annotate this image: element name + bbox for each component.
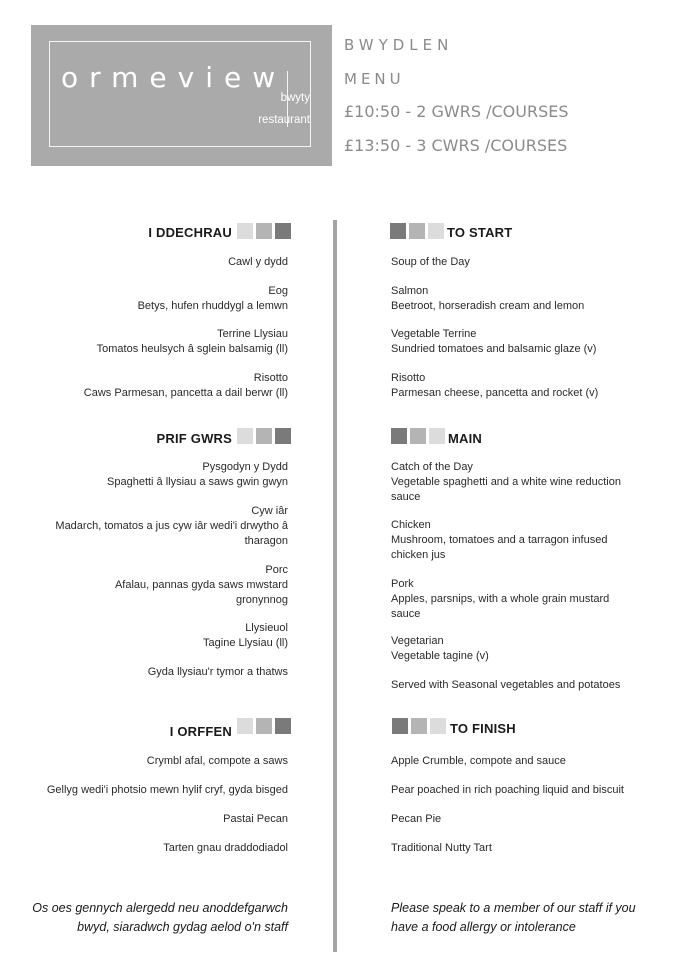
menu-item-english: Pear poached in rich poaching liquid and biscuit [391, 784, 624, 796]
allergy-note-english: Please speak to a member of our staff if you have a food allergy or intolerance [391, 901, 636, 934]
menu-item-welsh: Terrine Llysiau Tomatos heulsych â sglein balsamig (ll) [96, 328, 288, 355]
menu-item-welsh: Eog Betys, hufen rhuddygl a lemwn [137, 285, 288, 312]
menu-title-welsh: BWYDLEN [344, 36, 454, 54]
menu-item-welsh: Porc Afalau, pannas gyda saws mwstard gronynnog [114, 564, 288, 606]
menu-item-welsh: Gyda llysiau'r tymor a thatws [147, 666, 288, 678]
menu-item-welsh: Cawl y dydd [228, 256, 288, 268]
heading-square-dark [391, 428, 407, 444]
menu-item-english: Pecan Pie [391, 813, 442, 825]
heading-square-light [429, 428, 445, 444]
menu-item-welsh: Cyw iâr Madarch, tomatos a jus cyw iâr wedi'i drwytho â tharagon [55, 505, 288, 547]
menu-item-english: Pork Apples, parsnips, with a whole grain mustard sauce [391, 578, 610, 620]
menu-item-english: Risotto Parmesan cheese, pancetta and rocket (v) [391, 372, 599, 399]
menu-item-english: Vegetarian Vegetable tagine (v) [391, 635, 489, 662]
heading-square-mid [411, 718, 427, 734]
heading-square-mid [256, 718, 272, 734]
heading-square-dark [275, 718, 291, 734]
heading-main-english: MAIN [448, 431, 483, 446]
menu-item-english: Chicken Mushroom, tomatoes and a tarragon infused chicken jus [391, 519, 608, 561]
logo-block [31, 25, 332, 166]
menu-item-english: Catch of the Day Vegetable spaghetti and a white wine reduction sauce [391, 461, 621, 503]
logo-name: ormeview [61, 61, 287, 94]
menu-item-welsh: Pysgodyn y Dydd Spaghetti â llysiau a saws gwin gwyn [107, 461, 288, 488]
heading-square-mid [256, 428, 272, 444]
price-three-courses: £13:50 - 3 CWRS /COURSES [344, 136, 568, 155]
menu-item-welsh: Gellyg wedi'i photsio mewn hylif cryf, gyda bisged [46, 784, 288, 796]
menu-title-english: MENU [344, 70, 405, 88]
heading-square-light [237, 718, 253, 734]
heading-square-light [430, 718, 446, 734]
logo-subtitle-welsh: bwyty [280, 92, 310, 104]
heading-square-dark [275, 223, 291, 239]
menu-item-english: Apple Crumble, compote and sauce [391, 755, 566, 767]
heading-square-light [237, 428, 253, 444]
menu-item-english: Soup of the Day [391, 256, 470, 268]
heading-start-english: TO START [447, 225, 513, 240]
menu-item-welsh: Tarten gnau draddodiadol [163, 842, 288, 854]
menu-item-welsh: Llysieuol Tagine Llysiau (ll) [203, 622, 288, 649]
heading-main-welsh: PRIF GWRS [156, 431, 232, 446]
price-two-courses: £10:50 - 2 GWRS /COURSES [344, 102, 569, 121]
heading-square-dark [392, 718, 408, 734]
menu-item-english: Salmon Beetroot, horseradish cream and lemon [391, 285, 585, 312]
menu-item-welsh: Pastai Pecan [223, 813, 288, 825]
logo-frame [49, 41, 311, 147]
heading-square-mid [410, 428, 426, 444]
menu-item-english: Served with Seasonal vegetables and potatoes [391, 679, 621, 691]
heading-start-welsh: I DDECHRAU [148, 225, 232, 240]
menu-item-english: Traditional Nutty Tart [391, 842, 492, 854]
heading-square-light [237, 223, 253, 239]
allergy-note-welsh: Os oes gennych alergedd neu anoddefgarwch bwyd, siaradwch gydag aelod o'n staff [32, 901, 288, 934]
logo-subtitle-english: restaurant [258, 114, 310, 126]
menu-item-welsh: Crymbl afal, compote a saws [146, 755, 288, 767]
heading-square-mid [409, 223, 425, 239]
column-divider [333, 220, 337, 952]
heading-square-mid [256, 223, 272, 239]
heading-square-dark [275, 428, 291, 444]
heading-square-dark [390, 223, 406, 239]
menu-item-english: Vegetable Terrine Sundried tomatoes and balsamic glaze (v) [391, 328, 597, 355]
heading-square-light [428, 223, 444, 239]
heading-finish-welsh: I ORFFEN [169, 724, 232, 739]
heading-finish-english: TO FINISH [450, 721, 516, 736]
menu-item-welsh: Risotto Caws Parmesan, pancetta a dail berwr (ll) [83, 372, 288, 399]
